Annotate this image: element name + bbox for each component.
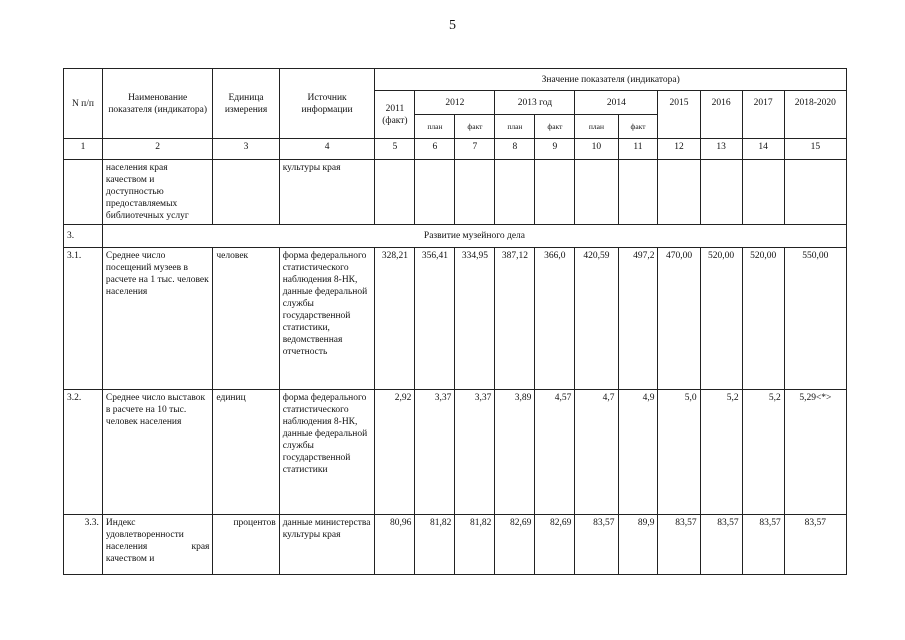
value-cell: 81,82 [455, 515, 495, 575]
header-year-2016: 2016 [700, 91, 742, 139]
header-fact: факт [535, 115, 575, 139]
col-number: 6 [415, 139, 455, 160]
value-cell: 83,57 [700, 515, 742, 575]
value-cell: 470,00 [658, 248, 700, 390]
header-year-2014: 2014 [575, 91, 658, 115]
header-year-2017: 2017 [742, 91, 784, 139]
col-number: 8 [495, 139, 535, 160]
value-cell: 387,12 [495, 248, 535, 390]
header-unit: Единица измерения [213, 69, 279, 139]
section-num: 3. [64, 225, 103, 248]
header-fact: факт [455, 115, 495, 139]
value-cell: 4,57 [535, 390, 575, 515]
col-number: 3 [213, 139, 279, 160]
value-cell: 83,57 [575, 515, 618, 575]
value-cell [618, 160, 658, 225]
value-cell: 520,00 [742, 248, 784, 390]
col-number: 11 [618, 139, 658, 160]
value-cell: 3,89 [495, 390, 535, 515]
col-number: 5 [375, 139, 415, 160]
value-cell: 420,59 [575, 248, 618, 390]
page-number: 5 [449, 18, 456, 33]
col-number: 10 [575, 139, 618, 160]
row-unit: человек [213, 248, 279, 390]
header-plan: план [415, 115, 455, 139]
header-value-group: Значение показателя (индикатора) [375, 69, 847, 91]
row-unit [213, 160, 279, 225]
value-cell: 5,2 [700, 390, 742, 515]
header-row [64, 69, 847, 91]
indicator-table [63, 68, 847, 575]
column-number-row [64, 139, 847, 160]
header-plan: план [575, 115, 618, 139]
col-number: 13 [700, 139, 742, 160]
row-num: 3.1. [64, 248, 103, 390]
col-number: 14 [742, 139, 784, 160]
header-year-2011: 2011 (факт) [375, 91, 415, 139]
table-row [64, 515, 847, 575]
col-number: 7 [455, 139, 495, 160]
header-plan: план [495, 115, 535, 139]
value-cell: 328,21 [375, 248, 415, 390]
value-cell: 2,92 [375, 390, 415, 515]
value-cell: 3,37 [415, 390, 455, 515]
value-cell: 4,7 [575, 390, 618, 515]
value-cell: 80,96 [375, 515, 415, 575]
row-num: 3.3. [64, 515, 103, 575]
value-cell: 82,69 [495, 515, 535, 575]
col-number: 12 [658, 139, 700, 160]
value-cell [742, 160, 784, 225]
value-cell: 4,9 [618, 390, 658, 515]
table-row [64, 248, 847, 390]
col-number: 1 [64, 139, 103, 160]
row-unit: единиц [213, 390, 279, 515]
value-cell [575, 160, 618, 225]
value-cell: 5,2 [742, 390, 784, 515]
row-source: данные министерства культуры края [279, 515, 375, 575]
value-cell: 356,41 [415, 248, 455, 390]
value-cell: 366,0 [535, 248, 575, 390]
header-source: Источник информации [279, 69, 375, 139]
value-cell [535, 160, 575, 225]
section-row [64, 225, 847, 248]
header-name: Наименование показателя (индикатора) [102, 69, 212, 139]
value-cell: 3,37 [455, 390, 495, 515]
row-num [64, 160, 103, 225]
section-title: Развитие музейного дела [102, 225, 846, 248]
value-cell: 83,57 [742, 515, 784, 575]
row-num: 3.2. [64, 390, 103, 515]
value-cell [375, 160, 415, 225]
value-cell [415, 160, 455, 225]
header-num: N п/п [64, 69, 103, 139]
value-cell [784, 160, 846, 225]
row-name: Индекс удовлетворенности населения края качеством и [102, 515, 212, 575]
value-cell: 83,57 [658, 515, 700, 575]
value-cell: 550,00 [784, 248, 846, 390]
table-row [64, 390, 847, 515]
header-year-2015: 2015 [658, 91, 700, 139]
row-name: населения края качеством и доступностью предоставляемых библиотечных услуг [102, 160, 212, 225]
row-name: Среднее число выставок в расчете на 10 тыс. человек населения [102, 390, 212, 515]
value-cell [658, 160, 700, 225]
header-year-2012: 2012 [415, 91, 495, 115]
value-cell [495, 160, 535, 225]
row-unit: процентов [213, 515, 279, 575]
col-number: 2 [102, 139, 212, 160]
table-row [64, 160, 847, 225]
col-number: 4 [279, 139, 375, 160]
value-cell: 497,2 [618, 248, 658, 390]
header-fact: факт [618, 115, 658, 139]
value-cell: 89,9 [618, 515, 658, 575]
value-cell: 83,57 [784, 515, 846, 575]
value-cell: 5,29<*> [784, 390, 846, 515]
value-cell [455, 160, 495, 225]
col-number: 9 [535, 139, 575, 160]
header-year-2018-2020: 2018-2020 [784, 91, 846, 139]
value-cell: 334,95 [455, 248, 495, 390]
value-cell: 82,69 [535, 515, 575, 575]
row-source: форма федерального статистического наблюдения 8-НК, данные федеральной службы государственной статистики [279, 390, 375, 515]
col-number: 15 [784, 139, 846, 160]
row-source: культуры края [279, 160, 375, 225]
value-cell [700, 160, 742, 225]
row-source: форма федерального статистического наблюдения 8-НК, данные федеральной службы государственной статистики, ведомственная отчетность [279, 248, 375, 390]
value-cell: 81,82 [415, 515, 455, 575]
header-year-2013: 2013 год [495, 91, 575, 115]
row-name: Среднее число посещений музеев в расчете на 1 тыс. человек населения [102, 248, 212, 390]
value-cell: 5,0 [658, 390, 700, 515]
value-cell: 520,00 [700, 248, 742, 390]
